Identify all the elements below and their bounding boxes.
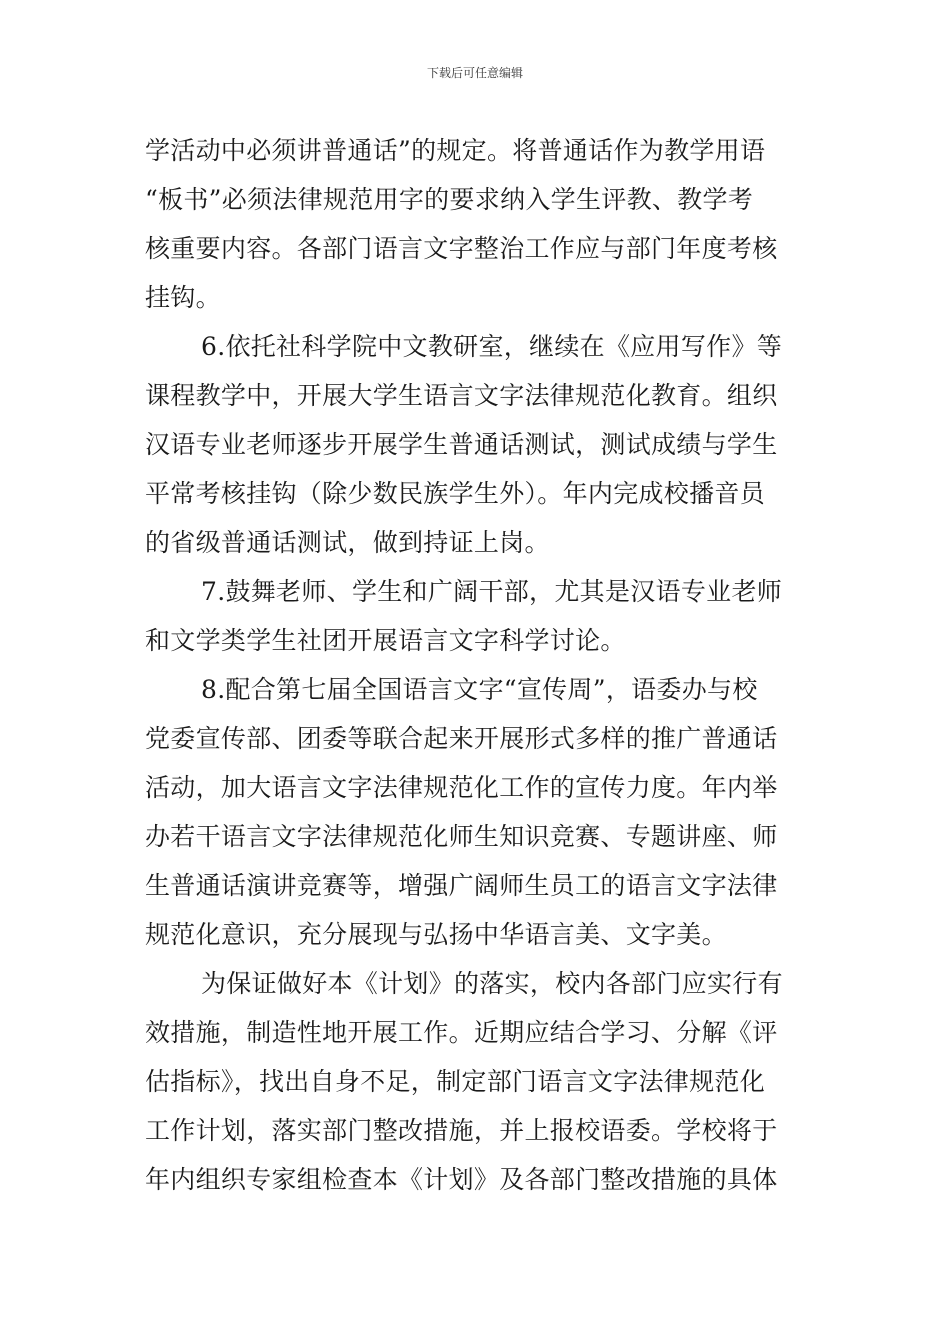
text-line: 学活动中必须讲普通话”的规定。将普通话作为教学用语 [145,136,766,165]
text-line: 8.配合第七届全国语言文字“宣传周”，语委办与校 [201,675,758,704]
text-line: 课程教学中，开展大学生语言文字法律规范化教育。组织 [145,381,778,410]
text-line: 的省级普通话测试，做到持证上岗。 [145,528,550,557]
paragraph-2 [145,322,815,567]
text-line: 办若干语言文字法律规范化师生知识竞赛、专题讲座、师 [145,822,778,851]
text-line: 和文学类学生社团开展语言文字科学讨论。 [145,626,626,655]
paragraph-3 [145,567,815,665]
text-line: 工作计划，落实部门整改措施，并上报校语委。学校将于 [145,1116,778,1145]
text-line: 平常考核挂钩（除少数民族学生外）。年内完成校播音员 [145,479,766,508]
text-line: 估指标》，找出自身不足，制定部门语言文字法律规范化 [145,1067,766,1096]
text-line: 7.鼓舞老师、学生和广阔干部，尤其是汉语专业老师 [201,577,783,606]
text-line: 规范化意识，充分展现与弘扬中华语言美、文字美。 [145,920,727,949]
paragraph-5 [145,959,815,1204]
text-line: 生普通话演讲竞赛等，增强广阔师生员工的语言文字法律 [145,871,778,900]
document-body [145,126,815,1204]
text-line: “板书”必须法律规范用字的要求纳入学生评教、教学考 [145,185,754,214]
text-line: 效措施，制造性地开展工作。近期应结合学习、分解《评 [145,1018,778,1047]
text-line: 挂钩。 [145,283,221,312]
paragraph-1 [145,126,815,322]
page-header: 下载后可任意编辑 [426,66,523,80]
text-line: 汉语专业老师逐步开展学生普通话测试，测试成绩与学生 [145,430,778,459]
text-line: 活动，加大语言文字法律规范化工作的宣传力度。年内举 [145,773,778,802]
text-line: 党委宣传部、团委等联合起来开展形式多样的推广普通话 [145,724,778,753]
text-line: 6.依托社科学院中文教研室，继续在《应用写作》等 [201,332,783,361]
paragraph-4 [145,665,815,959]
text-line: 为保证做好本《计划》的落实，校内各部门应实行有 [201,969,783,998]
text-line: 年内组织专家组检查本《计划》及各部门整改措施的具体 [145,1165,778,1194]
text-line: 核重要内容。各部门语言文字整治工作应与部门年度考核 [145,234,778,263]
